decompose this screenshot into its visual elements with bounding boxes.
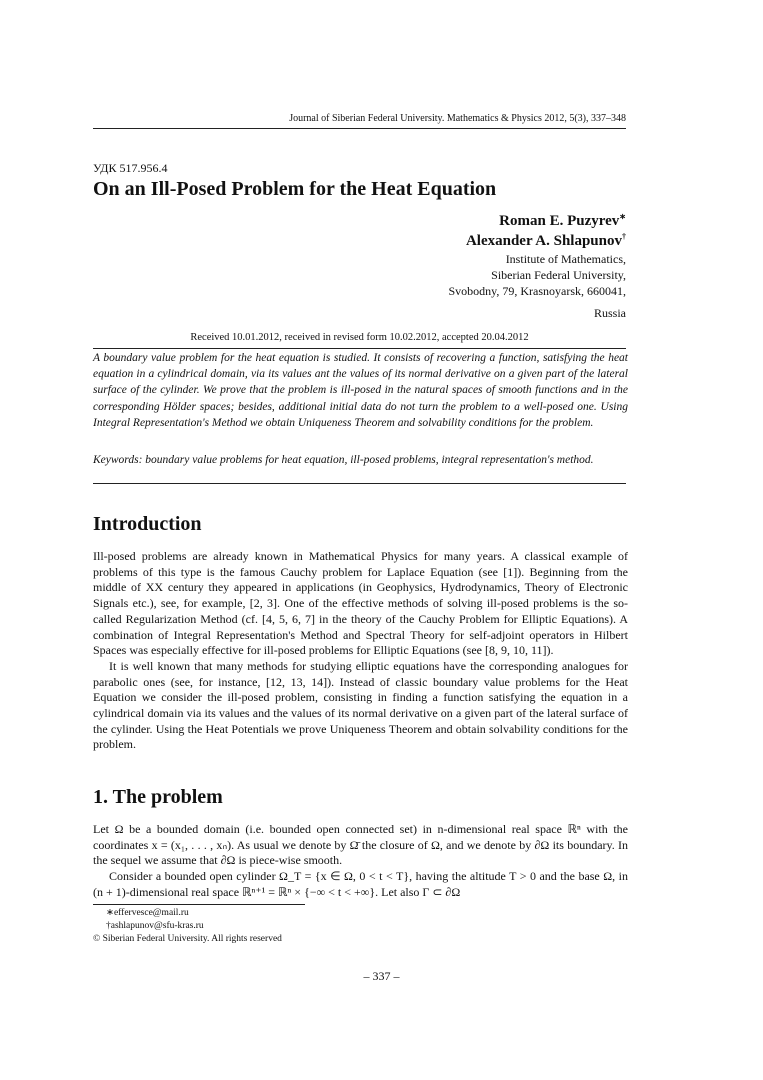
abstract-bottom-rule <box>93 483 626 484</box>
paragraph: Let Ω be a bounded domain (i.e. bounded open connected set) in n-dimensional real space ℝⁿ with the coordinates x = (x₁, . . . , xₙ). As usual we denote by Ω̄ the closure of Ω, and we denote by ∂Ω its boundary. In the sequel we assume that ∂Ω is piece-wise smooth. <box>93 822 628 868</box>
problem-body <box>93 822 628 901</box>
running-head: Journal of Siberian Federal University. Mathematics & Physics 2012, 5(3), 337–348 <box>289 113 626 124</box>
paragraph: It is well known that many methods for studying elliptic equations have the corresponding analogues for parabolic ones (see, for instance, [12, 13, 14]). Instead of classic boundary value problems for the Heat Equation we consider the ill-posed problem, consisting in finding a function satisfying the equation in a cylindrical domain via its values and the values of its normal derivative on a given part of the lateral surface of the cylinder. Using the Heat Potentials we prove Uniqueness Theorem and obtain solvability conditions for the problem. <box>93 658 628 752</box>
affiliation-country: Russia <box>593 306 626 320</box>
keywords: Keywords: boundary value problems for heat equation, ill-posed problems, integral representation's method. <box>93 454 594 466</box>
author-1-mark: ∗ <box>619 212 626 221</box>
footnote-email-2: †ashlapunov@sfu-kras.ru <box>106 921 204 931</box>
author-block <box>448 211 626 321</box>
abstract: A boundary value problem for the heat equation is studied. It consists of recovering a function, satisfying the heat equation in a cylindrical domain, via its values ant the values of its normal derivative on a given part of the lateral surface of the cylinder. We prove that the problem is ill-posed in the natural spaces of smooth functions and in the corresponding Hölder spaces; besides, additional initial data do not turn the problem to a well-posed one. Using Integral Representation's Method we obtain Uniqueness Theorem and solvability conditions for the problem. <box>93 352 628 429</box>
introduction-body <box>93 549 628 753</box>
paragraph: Ill-posed problems are already known in Mathematical Physics for many years. A classical example of problems of this type is the famous Cauchy problem for Laplace Equation (see [1]). Beginning from the middle of XX century they appeared in applications (in Geophysics, Hydrodynamics, Theory of Electronic Signals etc.), see, for example, [2, 3]. One of the effective methods of solving ill-posed problems is the so-called Regularization Method (cf. [4, 5, 6, 7] in the theory of the Cauchy Problem for Elliptic Equations). A combination of Integral Representation's Method and Spectral Theory for self-adjoint operators in Hilbert Spaces was especially effective for ill-posed problems for Elliptic Equations (see [8, 9, 10, 11]). <box>93 549 628 658</box>
header-rule <box>93 128 626 129</box>
abstract-top-rule <box>93 348 626 349</box>
footnote-email-1: ∗effervesce@mail.ru <box>106 908 189 918</box>
footnotes <box>93 907 282 946</box>
page-number: – 337 – <box>363 969 400 983</box>
paragraph: Consider a bounded open cylinder Ω_T = {x ∈ Ω, 0 < t < T}, having the altitude T > 0 and the base Ω, in (n + 1)-dimensional real space ℝⁿ⁺¹ = ℝⁿ × {−∞ < t < +∞}. Let also Γ ⊂ ∂Ω <box>93 869 628 899</box>
udc-code: УДК 517.956.4 <box>93 161 168 175</box>
received-dates: Received 10.01.2012, received in revised form 10.02.2012, accepted 20.04.2012 <box>190 332 529 343</box>
author-2-name: Alexander A. Shlapunov <box>465 233 622 249</box>
section-heading-introduction: Introduction <box>93 513 202 535</box>
copyright-notice: © Siberian Federal University. All rights reserved <box>93 934 282 944</box>
affiliation-line: Institute of Mathematics, <box>505 252 626 266</box>
author-2 <box>448 231 626 251</box>
author-1-name: Roman E. Puzyrev <box>499 213 620 229</box>
footnote-rule <box>93 904 305 905</box>
affiliation-line: Siberian Federal University, <box>491 268 626 282</box>
section-heading-problem: 1. The problem <box>93 786 223 808</box>
paper-title: On an Ill-Posed Problem for the Heat Equation <box>93 178 497 200</box>
author-1 <box>448 211 626 231</box>
author-2-mark: † <box>622 232 626 241</box>
affiliation-line: Svobodny, 79, Krasnoyarsk, 660041, <box>448 284 626 298</box>
